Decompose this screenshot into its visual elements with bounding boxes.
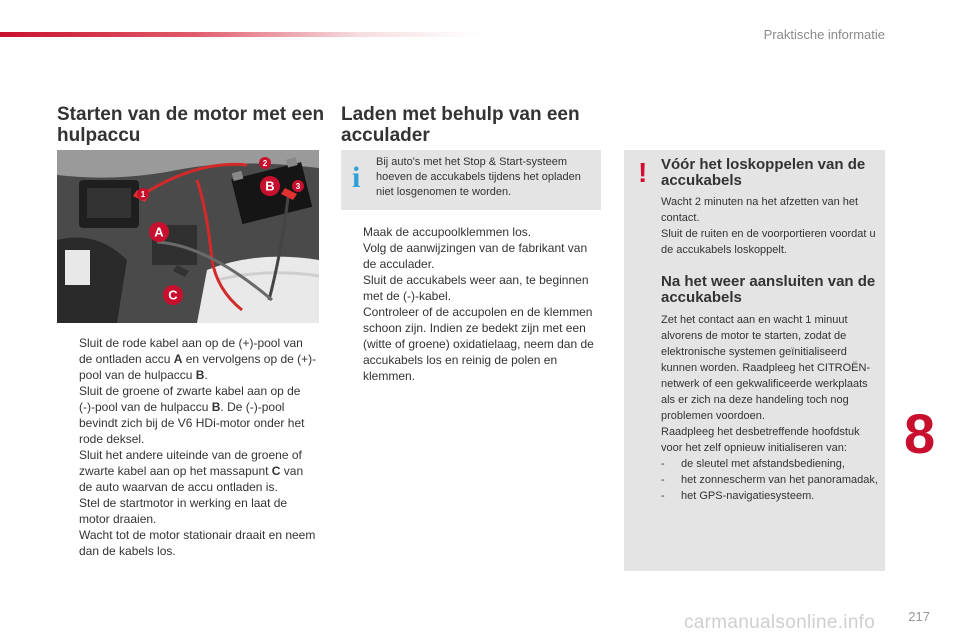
dash-list-item: - het zonnescherm van het panoramadak,	[661, 474, 878, 486]
list-item: Sluit de rode kabel aan op de (+)-pool van de ontladen accu A en vervolgens op de (+)-pool van de hulpaccu B.	[79, 336, 317, 382]
reconnect-paragraph: Zet het contact aan en wacht 1 minuut alvorens de motor te starten, zodat de elektronische systemen geïnitialiseerd kunnen worden. Raadpleeg het CITROËN-netwerk of een gekwalificeerde werkplaats als er zich na deze handeling toch nog problemen voordoen.	[661, 314, 871, 422]
list-item: Volg de aanwijzingen van de fabrikant van de acculader.	[363, 241, 588, 271]
list-item: Sluit het andere uiteinde van de groene of zwarte kabel aan op het massapunt C van de auto waarvan de accu ontladen is.	[79, 448, 304, 494]
charger-steps	[341, 224, 603, 384]
callout-number-1: 1	[140, 190, 146, 199]
section-title-charger: Laden met behulp van een acculader	[341, 104, 580, 146]
list-item: Maak de accupoolklemmen los.	[363, 225, 532, 239]
watermark: carmanualsonline.info	[684, 612, 876, 633]
warning-title-disconnect: Vóór het loskoppelen van de accukabels	[661, 156, 866, 189]
callout-number-2: 2	[262, 159, 268, 168]
dash-list-item: - de sleutel met afstandsbediening,	[661, 458, 845, 470]
chapter-color-bar	[0, 32, 480, 37]
dash-list-item: - het GPS-navigatiesysteem.	[661, 490, 815, 502]
warning-text-wait: Wacht 2 minuten na het afzetten van het contact.	[661, 196, 859, 224]
list-item: Sluit de accukabels weer aan, te beginnen met de (-)-kabel.	[363, 273, 589, 303]
list-item: Wacht tot de motor stationair draait en neem dan de kabels los.	[79, 528, 316, 558]
warning-icon: !	[638, 157, 648, 188]
list-item: Controleer of de accupolen en de klemmen schoon zijn. Indien ze bedekt zijn met een (witte of groene) oxidatielaag, neem dan de accukabels los en reinig de polen en klemmen.	[363, 305, 594, 383]
callout-label-b: B	[265, 178, 275, 194]
callout-number-3: 3	[295, 182, 301, 191]
reinit-list	[661, 456, 879, 504]
callout-label-a: A	[154, 224, 164, 240]
callout-label-c: C	[168, 287, 178, 303]
page-number: 217	[908, 609, 930, 624]
info-icon: i	[352, 161, 361, 194]
warning-text-reconnect	[661, 312, 879, 504]
list-item: Stel de startmotor in werking en laat de motor draaien.	[79, 496, 288, 526]
chapter-number: 8	[904, 402, 936, 465]
reconnect-paragraph-2: Raadpleeg het desbetreffende hoofdstuk voor het zelf opnieuw initialiseren van:	[661, 426, 860, 454]
list-item: Sluit de groene of zwarte kabel aan op de (-)-pool van de hulpaccu B. De (-)-pool bevindt zich bij de V6 HDi-motor onder het rode deksel.	[79, 384, 305, 446]
running-header: Praktische informatie	[763, 27, 885, 42]
info-text: Bij auto's met het Stop & Start-systeem hoeven de accukabels tijdens het opladen niet losgenomen te worden.	[376, 156, 581, 198]
warning-text-windows: Sluit de ruiten en de voorportieren voordat u de accukabels loskoppelt.	[661, 228, 876, 256]
info-box	[341, 150, 601, 210]
warning-box	[624, 150, 885, 571]
warning-title-reconnect: Na het weer aansluiten van de accukabels	[661, 273, 876, 306]
engine-bay-illustration	[57, 150, 319, 323]
section-title-jump-start: Starten van de motor met een hulpaccu	[57, 104, 325, 146]
jump-start-steps	[57, 335, 319, 559]
